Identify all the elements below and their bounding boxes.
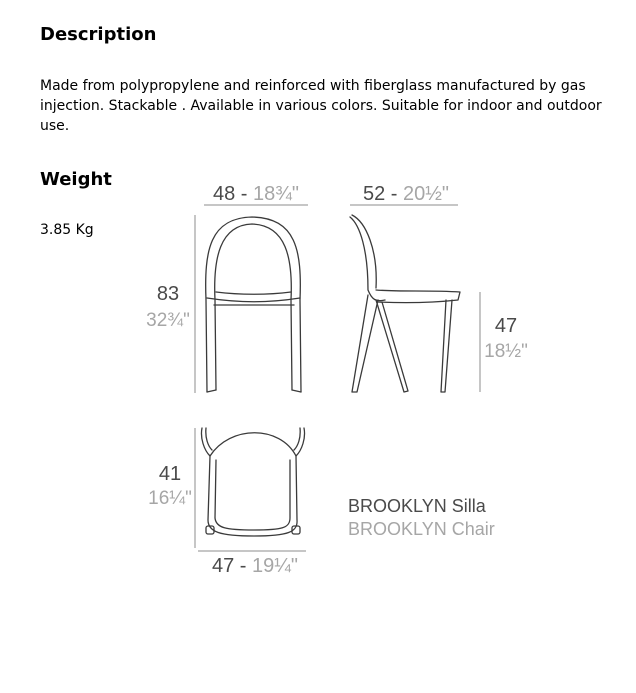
weight-heading: Weight [40, 169, 112, 190]
side-view [350, 183, 528, 392]
height-inch: 32¾" [146, 310, 190, 331]
top-width-dimension: 47 - 19¼" [211, 555, 299, 577]
description-heading: Description [40, 24, 157, 45]
top-depth-cm: 41 [158, 463, 182, 485]
top-depth-inch: 16¼" [148, 488, 192, 509]
side-chair-outline [350, 215, 460, 392]
front-chair-outline [206, 217, 301, 392]
product-name-es: BROOKLYN Silla [348, 496, 486, 516]
seat-height-inch: 18½" [484, 341, 528, 362]
top-chair-outline [201, 428, 304, 536]
side-depth-dimension: 52 - 20½" [362, 183, 450, 205]
description-text: Made from polypropylene and reinforced with fiberglass manufactured by gas injection. Stackable . Available in various colors. Suitable for indoor and outdoor use. [40, 78, 602, 134]
product-name-en: BROOKLYN Chair [348, 519, 495, 539]
seat-height-cm: 47 [494, 315, 518, 337]
front-width-dimension: 48 - 18¾" [212, 183, 300, 205]
height-cm: 83 [156, 283, 180, 305]
front-view [146, 183, 308, 393]
top-view [148, 428, 495, 577]
weight-value: 3.85 Kg [40, 222, 94, 238]
